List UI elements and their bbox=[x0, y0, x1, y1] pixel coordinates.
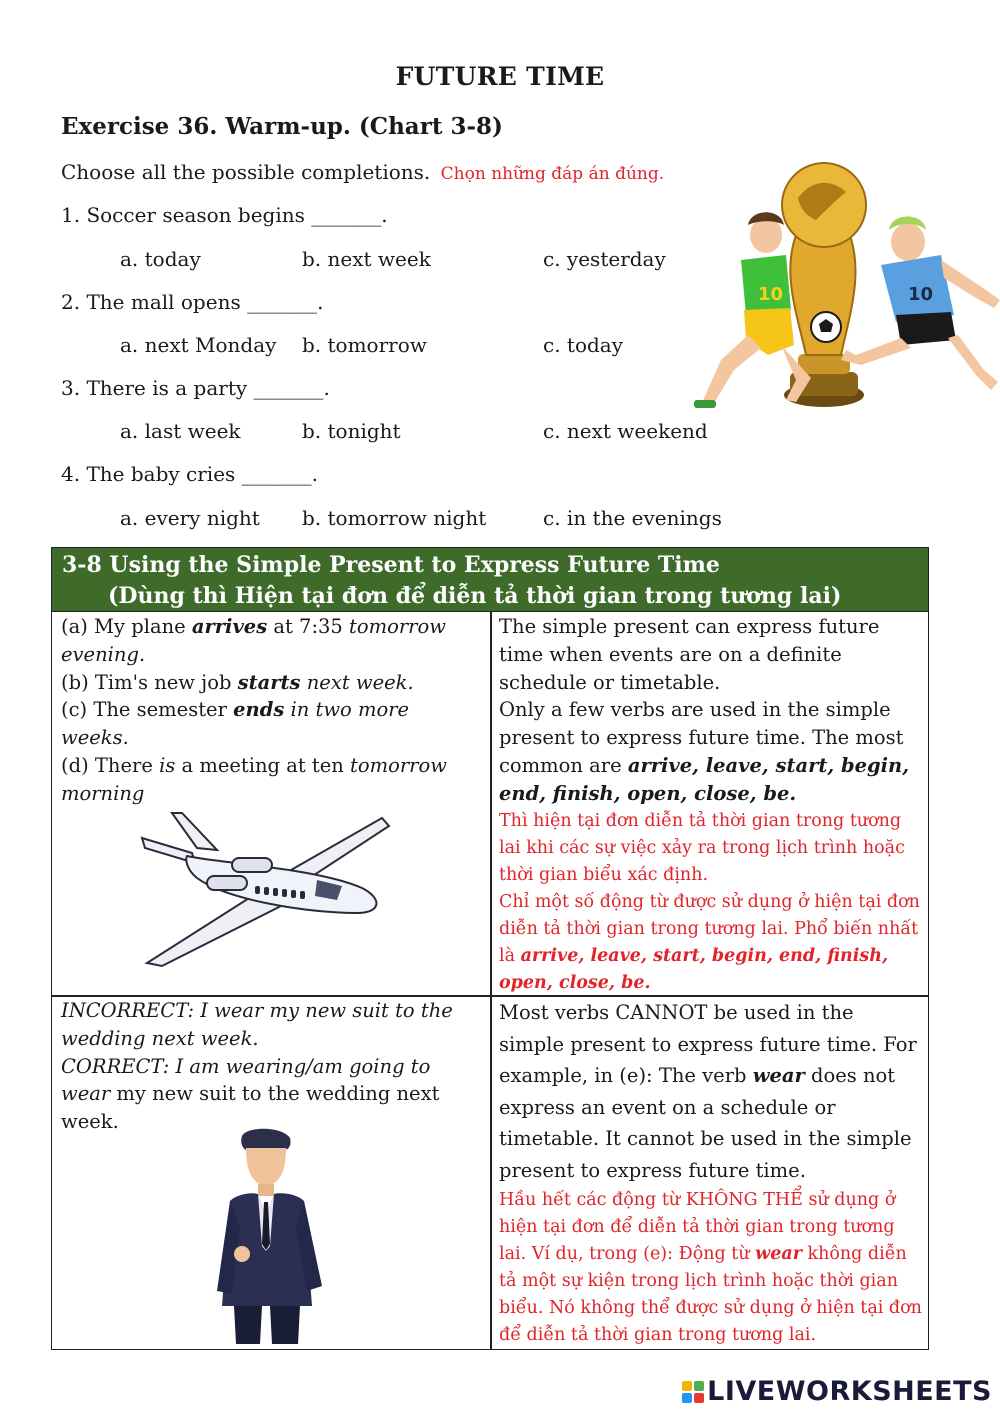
question-stem: 2. The mall opens _______. bbox=[61, 290, 324, 314]
question-option[interactable]: c. next weekend bbox=[543, 419, 708, 443]
liveworksheets-logo bbox=[682, 1376, 992, 1407]
question-stem: 1. Soccer season begins _______. bbox=[61, 203, 388, 227]
explanation-en-1: The simple present can express future time when events are on a definite schedule or timetable. bbox=[499, 615, 880, 694]
instruction-vn: Chọn những đáp án đúng. bbox=[440, 164, 665, 184]
svg-text:10: 10 bbox=[758, 284, 784, 305]
question-stem: 4. The baby cries _______. bbox=[61, 462, 319, 486]
example-b: (b) Tim's new job starts next week. bbox=[61, 670, 414, 694]
question-option[interactable]: c. today bbox=[543, 333, 624, 357]
column-divider bbox=[490, 612, 492, 1349]
logo-mark-icon bbox=[682, 1381, 704, 1403]
chart-heading-en: 3-8 Using the Simple Present to Express Future Time bbox=[62, 552, 720, 578]
example-e bbox=[61, 997, 485, 1136]
question-option[interactable]: b. next week bbox=[302, 247, 431, 271]
svg-text:10: 10 bbox=[908, 284, 934, 305]
explanation-en-2: Only a few verbs are used in the simple present to express future time. The most common are arrive, leave, start, begin, end, finish, open, close, be. bbox=[499, 698, 910, 805]
explanation-vn-3: Hầu hết các động từ KHÔNG THỂ sử dụng ở hiện tại đơn để diễn tả thời gian trong tương lai. Ví dụ, trong (e): Động từ wear không diễn tả một sự kiện trong lịch trình hoặc thời gian biểu. Nó không thể được sử dụng ở hiện tại đơn để diễn tả thời gian trong tương lai. bbox=[499, 1189, 922, 1345]
man-in-suit-illustration bbox=[212, 1126, 327, 1344]
question-option[interactable]: a. every night bbox=[120, 506, 260, 530]
explanation-vn-1: Thì hiện tại đơn diễn tả thời gian trong tương lai khi các sự việc xảy ra trong lịch trình hoặc thời gian biểu xác định. bbox=[499, 810, 905, 885]
question-option[interactable]: b. tomorrow night bbox=[302, 506, 487, 530]
grammar-chart bbox=[51, 547, 929, 1350]
instruction bbox=[61, 160, 664, 184]
explanation-vn-2: Chỉ một số động từ được sử dụng ở hiện tại đơn diễn tả thời gian trong tương lai. Phổ biến nhất là arrive, leave, start, begin, end, finish, open, close, be. bbox=[499, 891, 920, 993]
chart-heading-vn: (Dùng thì Hiện tại đơn để diễn tả thời gian trong tương lai) bbox=[108, 583, 842, 609]
logo-text: LIVEWORKSHEETS bbox=[707, 1376, 992, 1407]
page-title: FUTURE TIME bbox=[395, 62, 605, 91]
explanation-schedule bbox=[499, 613, 923, 997]
soccer-trophy-illustration bbox=[686, 150, 1000, 415]
chart-heading bbox=[52, 548, 928, 612]
question-option[interactable]: a. today bbox=[120, 247, 201, 271]
instruction-en: Choose all the possible completions. bbox=[61, 160, 431, 184]
exercise-heading: Exercise 36. Warm-up. (Chart 3-8) bbox=[61, 113, 503, 140]
examples-a-d bbox=[61, 613, 481, 808]
example-a: (a) My plane arrives at 7:35 tomorrow evening. bbox=[61, 615, 446, 666]
question-option[interactable]: a. next Monday bbox=[120, 333, 277, 357]
question-option[interactable]: a. last week bbox=[120, 419, 241, 443]
example-d: (d) There is a meeting at ten tomorrow morning bbox=[61, 753, 447, 805]
question-option[interactable]: b. tomorrow bbox=[302, 333, 427, 357]
question-option[interactable]: c. yesterday bbox=[543, 247, 666, 271]
explanation-most-verbs bbox=[499, 997, 923, 1349]
incorrect-example: INCORRECT: I wear my new suit to the wedding next week. bbox=[61, 999, 453, 1050]
explanation-en-3: Most verbs CANNOT be used in the simple present to express future time. For example, in (e): The verb wear does not express an event on a schedule or timetable. It cannot be used in the simple present to express future time. bbox=[499, 1001, 917, 1182]
airplane-illustration bbox=[137, 808, 392, 970]
correct-example: CORRECT: I am wearing/am going to wear my new suit to the wedding next week. bbox=[61, 1054, 440, 1134]
question-option[interactable]: b. tonight bbox=[302, 419, 401, 443]
question-option[interactable]: c. in the evenings bbox=[543, 506, 722, 530]
example-c: (c) The semester ends in two more weeks. bbox=[61, 698, 410, 750]
question-stem: 3. There is a party _______. bbox=[61, 376, 330, 400]
